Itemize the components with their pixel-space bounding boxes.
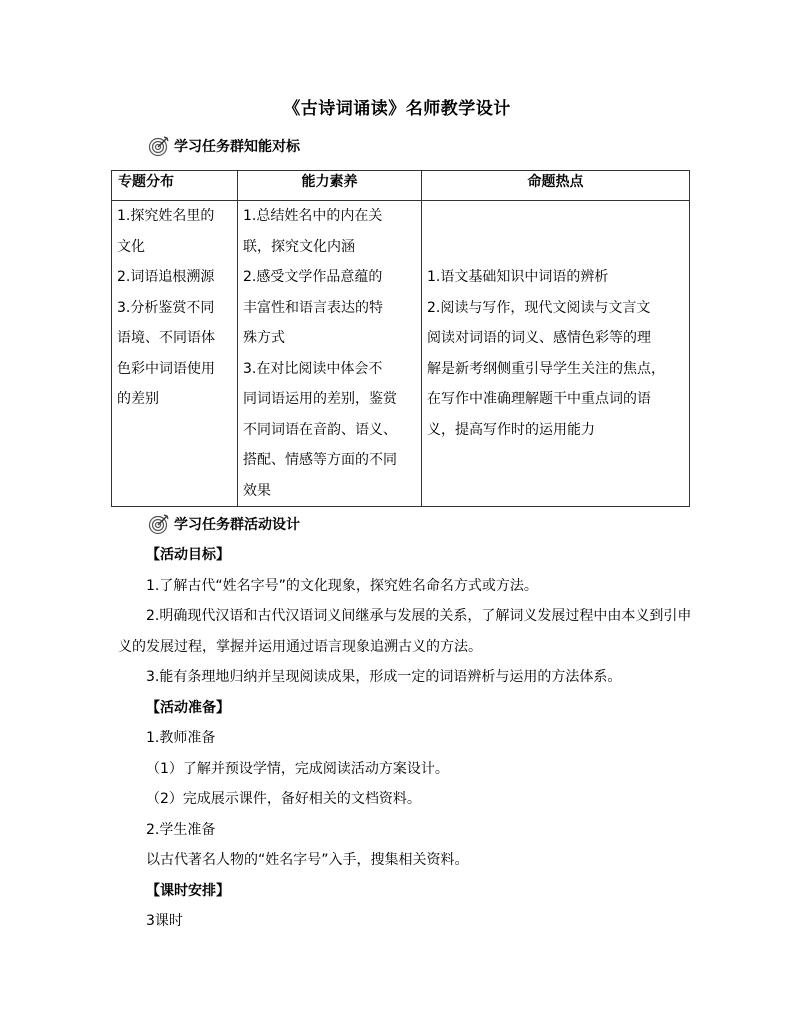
- cell-line: 色彩中词语使用: [117, 360, 215, 377]
- table-cell-topics: [112, 201, 238, 507]
- cell-line: 1.探究姓名里的: [117, 208, 215, 224]
- section-heading-activity: [148, 512, 300, 536]
- table-cell-exam-hotspots: [422, 201, 690, 507]
- cell-line: 同词语运用的差别，鉴赏: [243, 391, 397, 407]
- cell-line: 不同词语在音韵、语义、: [243, 421, 397, 438]
- cell-line: 搭配、情感等方面的不同: [243, 452, 397, 468]
- target-icon: [148, 513, 170, 535]
- column-header: 能力素养: [238, 171, 422, 201]
- cell-line: 在写作中准确理解题干中重点词的语: [427, 391, 651, 407]
- cell-line: 2.词语追根溯源: [117, 269, 215, 285]
- cell-line: 文化: [117, 238, 145, 255]
- student-prep-item: 以古代著名人物的“姓名字号”入手，搜集相关资料。: [146, 852, 469, 868]
- goal-item: 2.明确现代汉语和古代汉语词义间继承与发展的关系，了解词义发展过程中由本义到引申义的发展过程，掌握并运用通过语言现象追溯古义的方法。: [118, 608, 692, 655]
- teacher-prep-item: （1）了解并预设学情，完成阅读活动方案设计。: [146, 760, 449, 777]
- cell-line: 义，提高写作时的运用能力: [427, 421, 595, 438]
- cell-line: 2.阅读与写作，现代文阅读与文言文: [427, 299, 651, 316]
- section-heading-text: 学习任务群知能对标: [174, 139, 300, 155]
- goals-heading: 【活动目标】: [146, 547, 230, 563]
- section-heading-text: 学习任务群活动设计: [174, 517, 300, 533]
- cell-line: 3.分析鉴赏不同: [117, 299, 215, 316]
- section-heading-competency: [148, 134, 300, 158]
- cell-line: 1.总结姓名中的内在关: [243, 208, 383, 224]
- cell-line: 语境、不同语体: [117, 330, 215, 346]
- table-header-row: [112, 171, 690, 201]
- teacher-prep-item: （2）完成展示课件，备好相关的文档资料。: [146, 791, 421, 807]
- table-row: [112, 201, 690, 507]
- cell-line: 的差别: [117, 391, 159, 407]
- cell-line: 效果: [243, 482, 271, 499]
- prep-heading: 【活动准备】: [146, 699, 230, 716]
- cell-line: 解是新考纲侧重引导学生关注的焦点，: [427, 360, 665, 377]
- table-cell-abilities: [238, 201, 422, 507]
- target-icon: [148, 135, 170, 157]
- goal-item: 3.能有条理地归纳并呈现阅读成果，形成一定的词语辨析与运用的方法体系。: [146, 669, 622, 685]
- page-title: 《古诗词诵读》名师教学设计: [283, 99, 511, 119]
- goal-item: 1.了解古代“姓名字号”的文化现象，探究姓名命名方式或方法。: [146, 577, 538, 594]
- schedule-heading: 【课时安排】: [146, 882, 230, 899]
- cell-line: 联，探究文化内涵: [243, 238, 355, 255]
- schedule-value: 3课时: [146, 913, 183, 929]
- column-header: 命题热点: [422, 171, 690, 201]
- cell-line: 阅读对词语的词义、感情色彩等的理: [427, 330, 651, 346]
- cell-line: 丰富性和语言表达的特: [243, 299, 383, 316]
- student-prep-heading: 2.学生准备: [146, 821, 216, 838]
- activity-body: [118, 540, 693, 937]
- cell-line: 3.在对比阅读中体会不: [243, 360, 383, 377]
- cell-line: 1.语文基础知识中词语的辨析: [427, 269, 609, 285]
- competency-table: [111, 170, 690, 507]
- column-header: 专题分布: [112, 171, 238, 201]
- cell-line: 2.感受文学作品意蕴的: [243, 269, 383, 285]
- cell-line: 殊方式: [243, 330, 285, 346]
- teacher-prep-heading: 1.教师准备: [146, 730, 216, 746]
